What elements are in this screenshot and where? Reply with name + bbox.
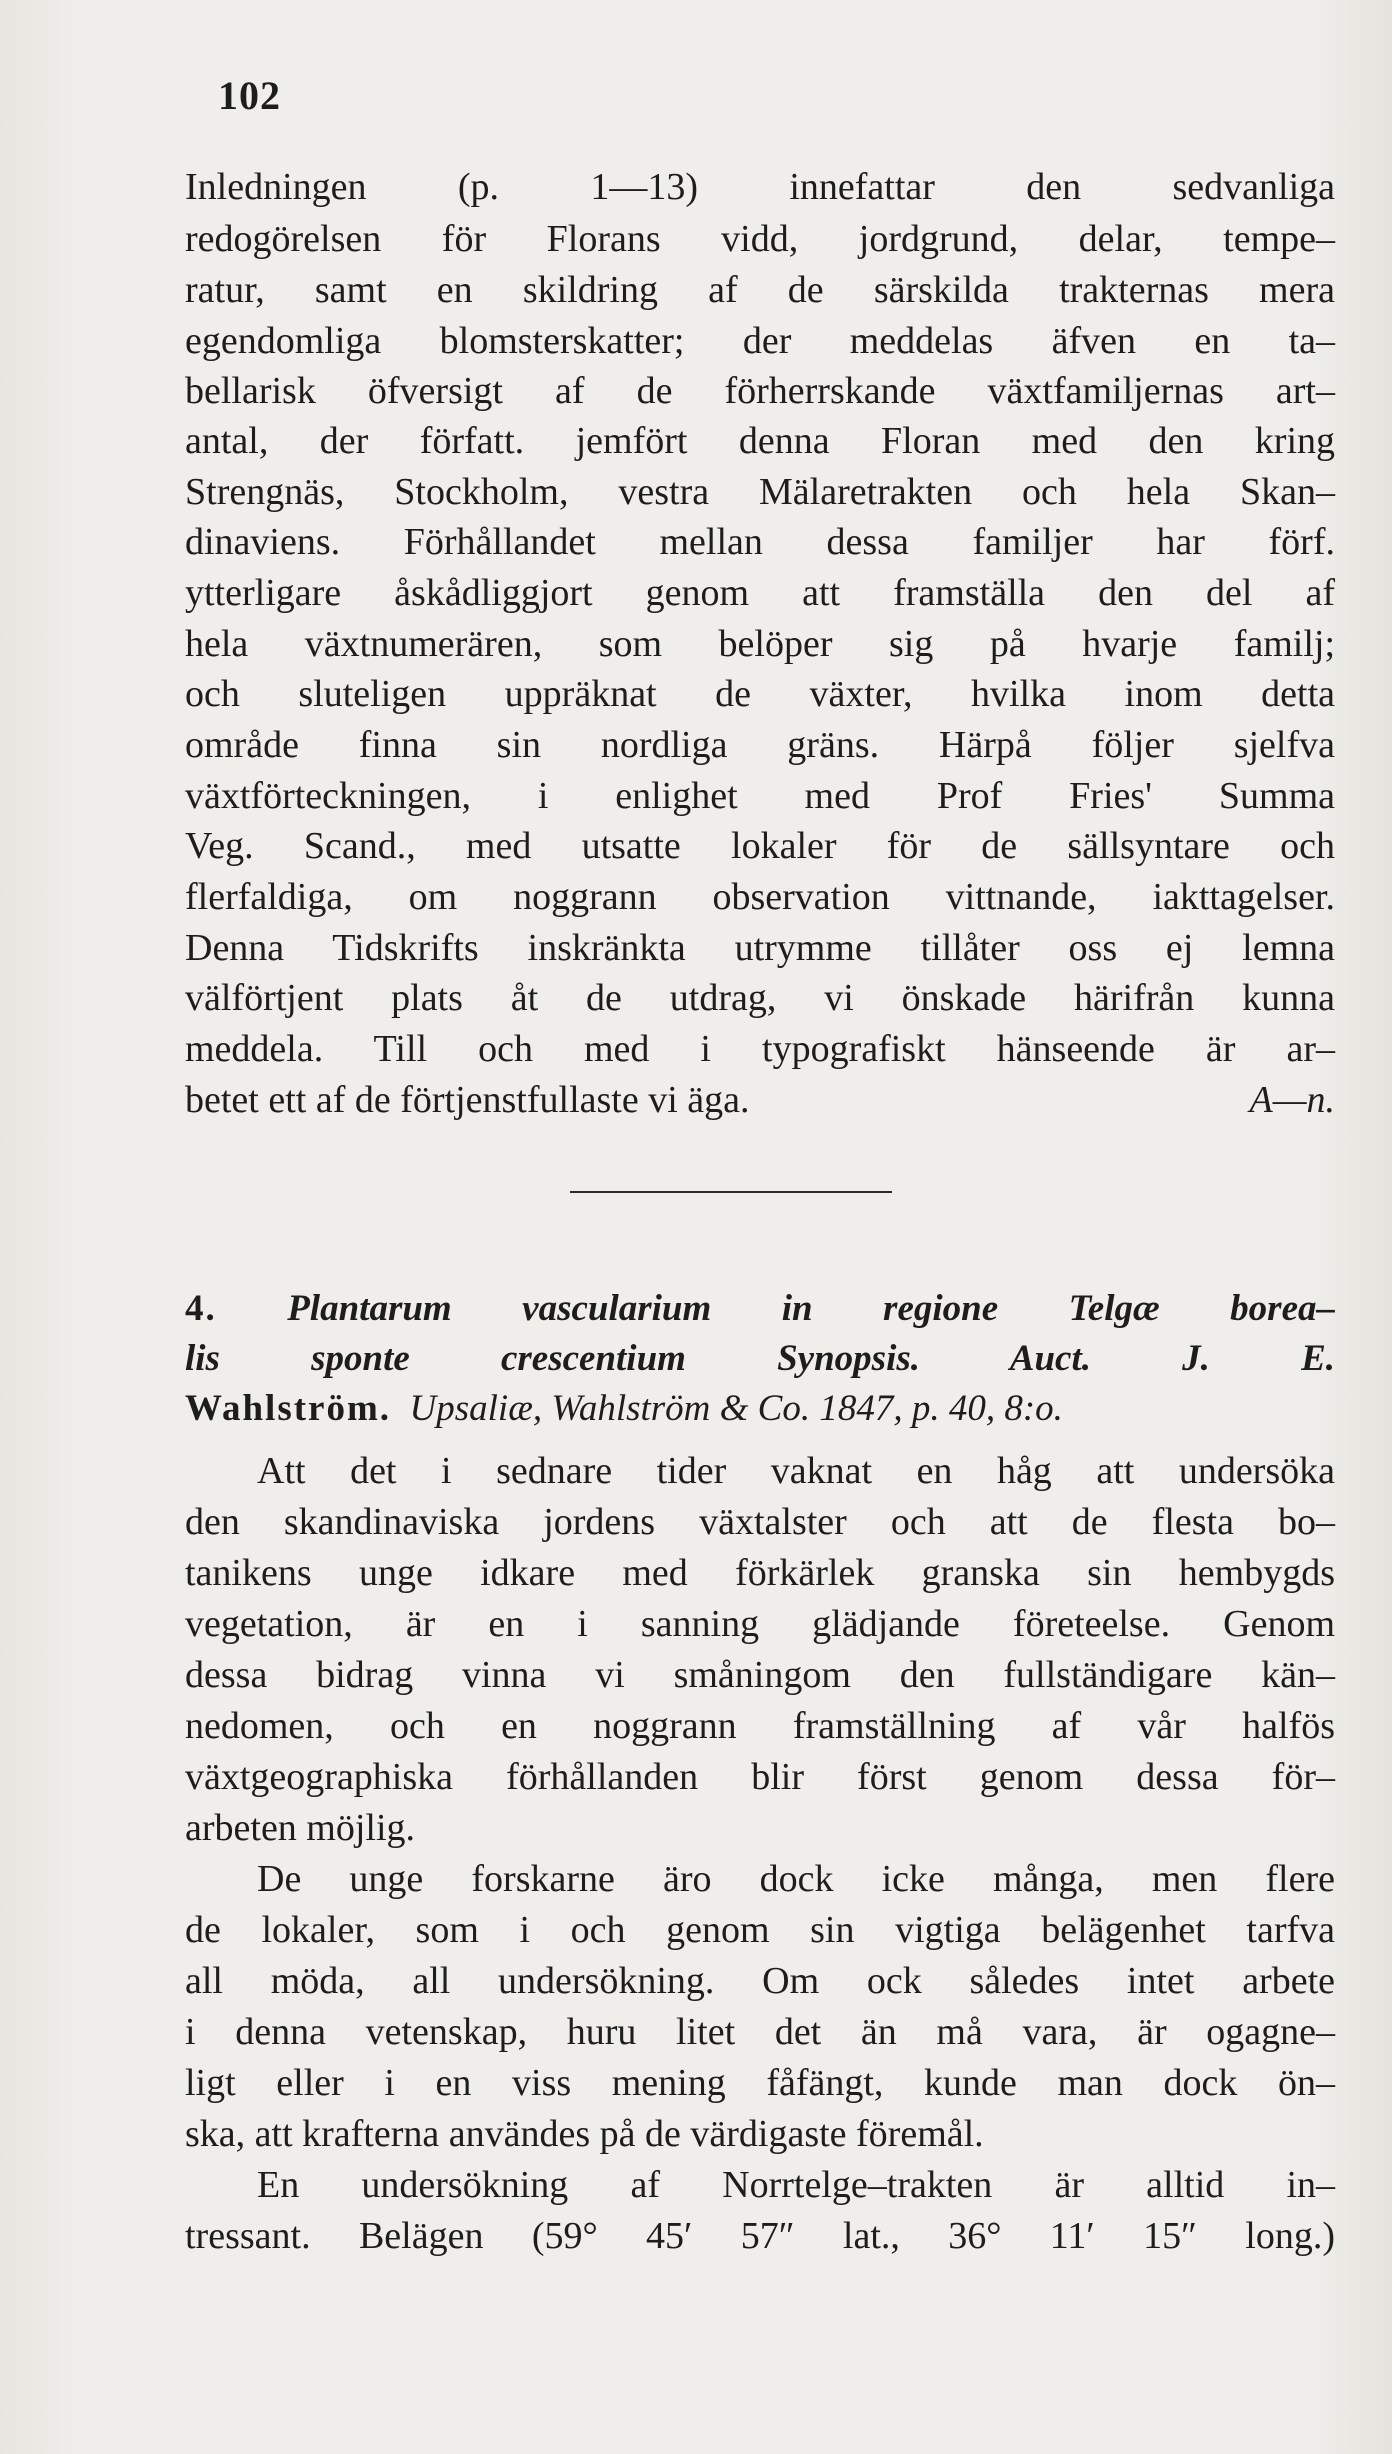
text-line: växtförteckningen, i enlighet med Prof Fries' Summa bbox=[185, 775, 1335, 817]
text-line: ytterligare åskådliggjort genom att framställa den del af bbox=[185, 572, 1335, 614]
section-divider bbox=[570, 1191, 892, 1193]
text-line: tanikens unge idkare med förkärlek granska sin hembygds bbox=[185, 1552, 1335, 1594]
text-line: egendomliga blomsterskatter; der meddelas äfven en ta– bbox=[185, 320, 1335, 362]
heading-line-2 bbox=[185, 1340, 1335, 1377]
text-line: de lokaler, som i och genom sin vigtiga belägenhet tarfva bbox=[185, 1909, 1335, 1951]
text-line: betet ett af de förtjenstfullaste vi äga. bbox=[185, 1079, 750, 1121]
text-line: vegetation, är en i sanning glädjande företeelse. Genom bbox=[185, 1603, 1335, 1645]
text-line: Strengnäs, Stockholm, vestra Mälaretrakten och hela Skan– bbox=[185, 471, 1335, 513]
text-line: tressant. Belägen (59° 45′ 57″ lat., 36° 11′ 15″ long.) bbox=[185, 2215, 1335, 2257]
text-line: arbeten möjlig. bbox=[185, 1807, 416, 1849]
text-line: En undersökning af Norrtelge–trakten är alltid in– bbox=[257, 2164, 1335, 2206]
text-line: område finna sin nordliga gräns. Härpå följer sjelfva bbox=[185, 724, 1335, 766]
text-line: Denna Tidskrifts inskränkta utrymme tillåter oss ej lemna bbox=[185, 927, 1335, 969]
text-line: De unge forskarne äro dock icke många, men flere bbox=[257, 1858, 1335, 1900]
text-line: välförtjent plats åt de utdrag, vi önskade härifrån kunna bbox=[185, 977, 1335, 1019]
text-line: i denna vetenskap, huru litet det än må vara, är ogagne– bbox=[185, 2011, 1335, 2053]
text-line: Inledningen (p. 1—13) innefattar den sedvanliga bbox=[185, 166, 1335, 208]
text-line: meddela. Till och med i typografiskt hänseende är ar– bbox=[185, 1028, 1335, 1070]
review-author: Wahlström. bbox=[185, 1388, 392, 1429]
page-number: 102 bbox=[218, 73, 281, 118]
text-line: Att det i sednare tider vaknat en håg att undersöka bbox=[257, 1450, 1335, 1492]
review-title-part-1: Plantarum vascularium in regione Telgæ borea– bbox=[287, 1288, 1335, 1329]
text-line: växtgeographiska förhållanden blir först genom dessa för– bbox=[185, 1756, 1335, 1798]
text-line: ligt eller i en viss mening fåfängt, kunde man dock ön– bbox=[185, 2062, 1335, 2104]
text-line: nedomen, och en noggrann framställning af vår halfös bbox=[185, 1705, 1335, 1747]
text-line: dessa bidrag vinna vi småningom den fullständigare kän– bbox=[185, 1654, 1335, 1696]
review-number: 4. bbox=[185, 1288, 217, 1329]
text-line: ska, att krafterna användes på de värdigaste föremål. bbox=[185, 2113, 984, 2155]
heading-line-3 bbox=[185, 1390, 1335, 1427]
author-signature: A—n. bbox=[1249, 1079, 1335, 1121]
text-line: all möda, all undersökning. Om ock således intet arbete bbox=[185, 1960, 1335, 2002]
text-line: redogörelsen för Florans vidd, jordgrund, delar, tempe– bbox=[185, 218, 1335, 260]
text-line: flerfaldiga, om noggrann observation vittnande, iakttagelser. bbox=[185, 876, 1335, 918]
text-line: hela växtnumerären, som belöper sig på hvarje familj; bbox=[185, 623, 1335, 665]
review-title-part-2: lis sponte crescentium Synopsis. Auct. J. E. bbox=[185, 1338, 1335, 1379]
heading-line-1 bbox=[185, 1290, 1335, 1327]
text-line: den skandinaviska jordens växtalster och att de flesta bo– bbox=[185, 1501, 1335, 1543]
text-line: dinaviens. Förhållandet mellan dessa familjer har förf. bbox=[185, 521, 1335, 563]
text-line: bellarisk öfversigt af de förherrskande växtfamiljernas art– bbox=[185, 370, 1335, 412]
text-line: och sluteligen uppräknat de växter, hvilka inom detta bbox=[185, 673, 1335, 715]
text-line: Veg. Scand., med utsatte lokaler för de sällsyntare och bbox=[185, 825, 1335, 867]
text-line: ratur, samt en skildring af de särskilda trakternas mera bbox=[185, 269, 1335, 311]
text-line: antal, der författ. jemfört denna Floran med den kring bbox=[185, 420, 1335, 462]
review-imprint: Upsaliæ, Wahlström & Co. 1847, p. 40, 8:o. bbox=[409, 1388, 1063, 1429]
